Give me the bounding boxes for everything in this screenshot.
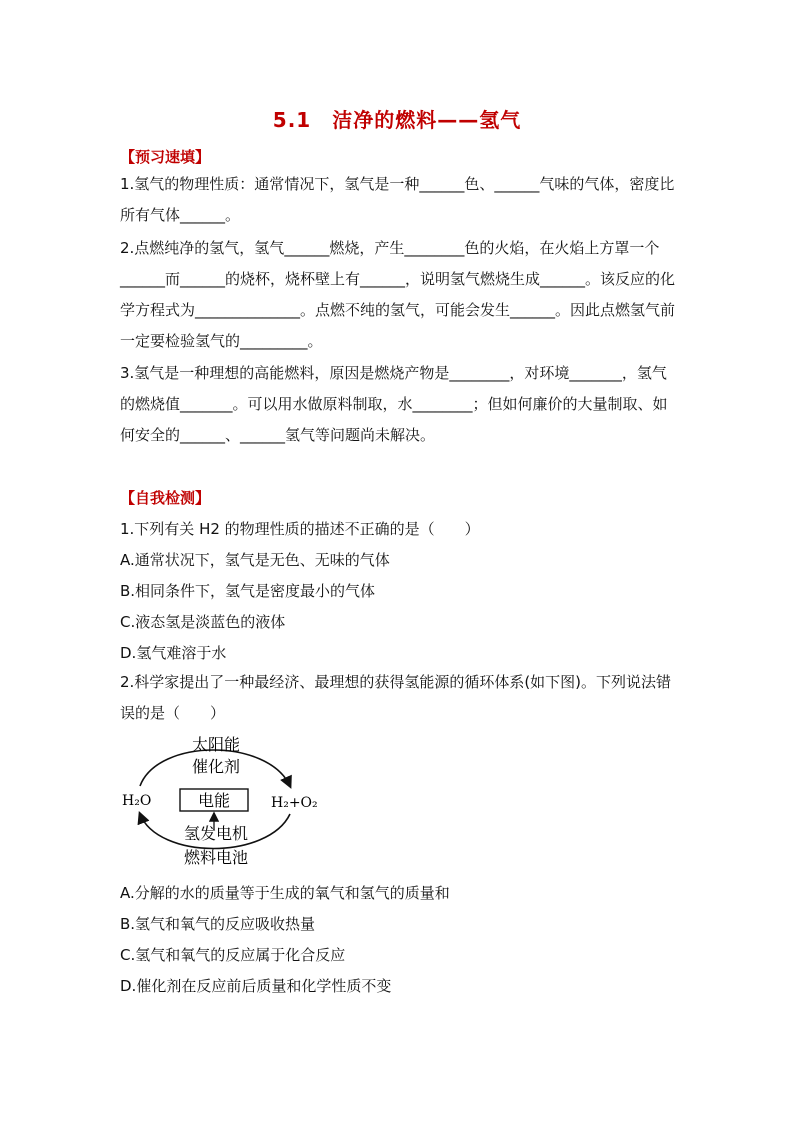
diagram-label-h2-o2: H₂+O₂ [271, 795, 318, 811]
check-q2-option-d: D.催化剂在反应前后质量和化学性质不变 [120, 977, 392, 995]
check-q1-stem: 1.下列有关 H2 的物理性质的描述不正确的是（ ） [120, 520, 480, 538]
self-check-heading: 【自我检测】 [120, 489, 211, 507]
check-q2-option-b: B.氢气和氧气的反应吸收热量 [120, 915, 316, 933]
diagram-label-solar: 太阳能 [191, 735, 241, 754]
preview-heading: 【预习速填】 [120, 148, 211, 166]
check-q1-option-b: B.相同条件下，氢气是密度最小的气体 [120, 582, 376, 600]
diagram-label-generator: 氢发电机 [183, 824, 249, 843]
check-q1-option-c: C.液态氢是淡蓝色的液体 [120, 613, 286, 631]
check-q1-option-d: D.氢气难溶于水 [120, 644, 227, 662]
diagram-label-fuel-cell: 燃料电池 [183, 848, 249, 867]
check-q1-option-a: A.通常状况下，氢气是无色、无味的气体 [120, 551, 390, 569]
check-q2-option-a: A.分解的水的质量等于生成的氧气和氢气的质量和 [120, 884, 450, 902]
diagram-label-water: H₂O [122, 793, 152, 809]
hydrogen-cycle-diagram [118, 728, 328, 870]
page-title: 5.1 洁净的燃料——氢气 [272, 108, 522, 132]
preview-question-2: 2.点燃纯净的氢气，氢气______燃烧，产生________色的火焰，在火焰上方罩一个______而______的烧杯，烧杯壁上有______，说明氢气燃烧生成______。该反应的化学方程式为______________。点燃不纯的氢气，可能会发生______。因此点燃氢气前一定要检验氢气的_________。 [120, 239, 676, 350]
check-q2-option-c: C.氢气和氧气的反应属于化合反应 [120, 946, 346, 964]
diagram-label-catalyst: 催化剂 [191, 757, 241, 776]
check-q2-stem: 2.科学家提出了一种最经济、最理想的获得氢能源的循环体系(如下图)。下列说法错误的是（ ） [120, 673, 672, 722]
diagram-label-electric: 电能 [197, 791, 231, 810]
preview-question-3: 3.氢气是一种理想的高能燃料，原因是燃烧产物是________，对环境_______，氢气的燃烧值_______。可以用水做原料制取，水________；但如何廉价的大量制取、如何安全的______、______氢气等问题尚未解决。 [120, 364, 668, 444]
preview-question-1: 1.氢气的物理性质：通常情况下，氢气是一种______色、______气味的气体，密度比所有气体______。 [120, 175, 675, 224]
